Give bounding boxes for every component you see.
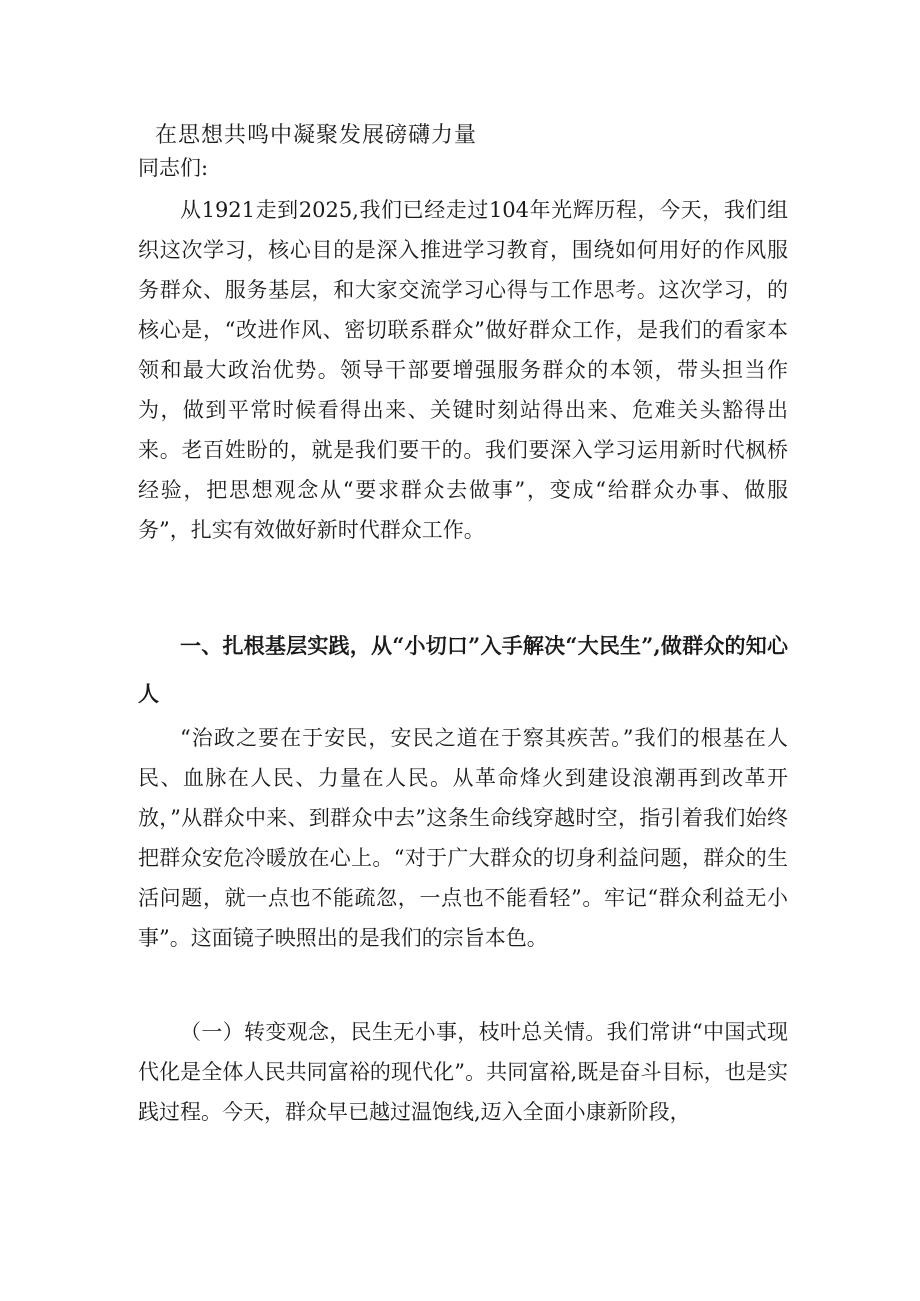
paragraph-subsection-1: （一）转变观念，民生无小事，枝叶总关情。我们常讲“中国式现代化是全体人民共同富裕的现代化”。共同富裕,既是奋斗目标，也是实践过程。今天，群众早已越过温饱线,迈入全面小康新阶段， — [138, 1020, 788, 1124]
salutation: 同志们: — [138, 156, 209, 180]
document-title: 在思想共鸣中凝聚发展磅礴力量 — [155, 123, 478, 148]
paragraph-intro: 从1921走到2025,我们已经走过104年光辉历程，今天，我们组织这次学习，核心目的是深入推进学习教育，围绕如何用好的作风服务群众、服务基层，和大家交流学习心得与工作思考。这次学习，的核心是，“改进作风、密切联系群众”做好群众工作，是我们的看家本领和最大政治优势。领导干部要增强服务群众的本领，带头担当作为，做到平常时候看得出来、关键时刻站得出来、危难关头豁得出来。老百姓盼的，就是我们要干的。我们要深入学习运用新时代枫桥经验，把思想观念从“要求群众去做事”，变成“给群众办事、做服务”，扎实有效做好新时代群众工作。 — [138, 198, 788, 542]
paragraph-section-1: “治政之要在于安民，安民之道在于察其疾苦。”我们的根基在人民、血脉在人民、力量在人民。从革命烽火到建设浪潮再到改革开放，”从群众中来、到群众中去”这条生命线穿越时空，指引着我们始终把群众安危冷暖放在心上。“对于广大群众的切身利益问题，群众的生活问题，就一点也不能疏忽，一点也不能看轻”。牢记“群众利益无小事”。这面镜子映照出的是我们的宗旨本色。 — [138, 726, 788, 950]
section-heading-1: 一、扎根基层实践，从“小切口”入手解决“大民生”,做群众的知心人 — [138, 633, 788, 706]
